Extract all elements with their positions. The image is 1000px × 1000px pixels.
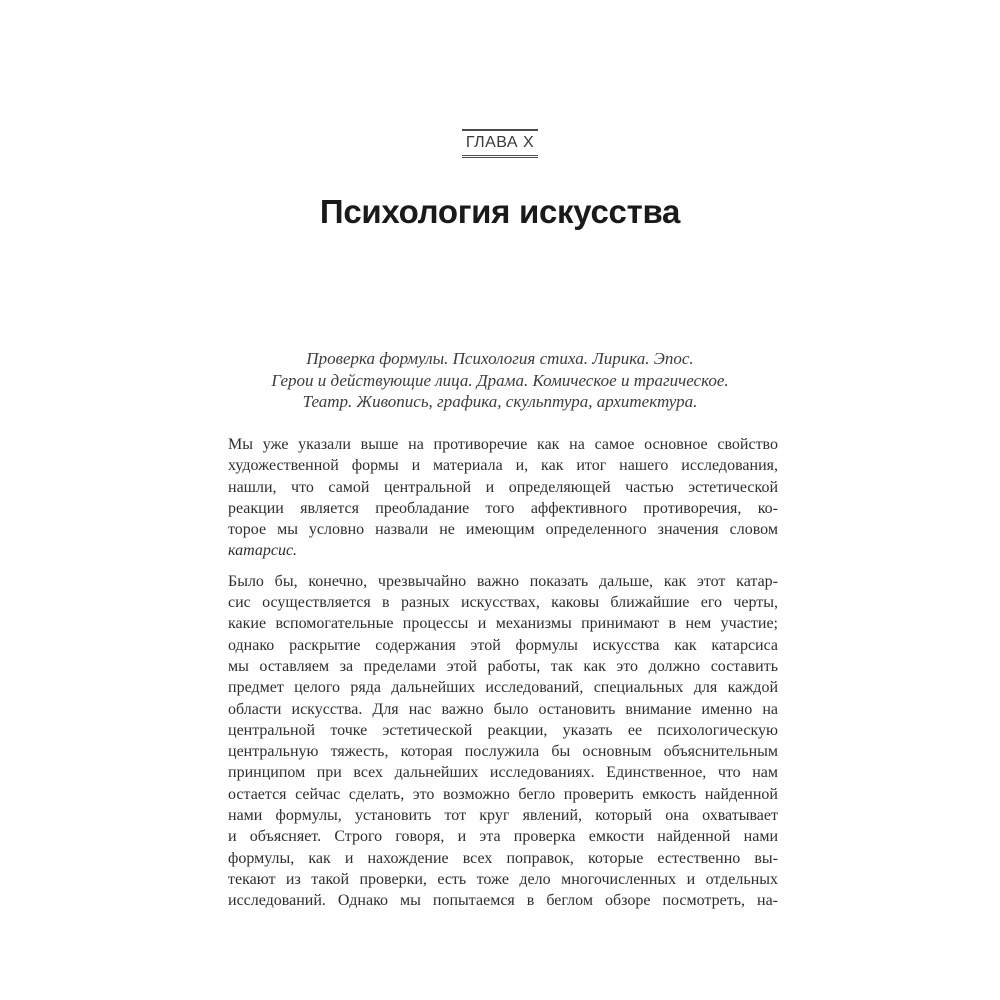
text-line: остается сейчас сделать, это возможно бегло проверить емкость найденной: [228, 785, 778, 803]
text-line: текают из такой проверки, есть тоже дело многочисленных и отдельных: [228, 870, 778, 888]
text-line: центральной точке эстетической реакции, указать ее психологическую: [228, 721, 778, 739]
epigraph-line: Театр. Живопись, графика, скульптура, архитектура.: [302, 392, 698, 411]
chapter-label: ГЛАВА X: [462, 129, 538, 158]
text-line: однако раскрытие содержания этой формулы искусства как катарсиса: [228, 636, 778, 654]
paragraph: [228, 571, 778, 912]
text-line: реакции является преобладание того аффективного противоречия, ко-: [228, 499, 778, 517]
text-line: нами формулы, установить тот круг явлений, который она охватывает: [228, 807, 778, 825]
text-line: торое мы условно назвали не имеющим определенного значения словом: [228, 521, 778, 539]
epigraph-line: Герои и действующие лица. Драма. Комическое и трагическое.: [271, 370, 729, 390]
page-title: Психология искусства: [319, 193, 681, 230]
text-line: области искусства. Для нас важно было остановить внимание именно на: [228, 700, 778, 718]
epigraph: [225, 348, 775, 413]
text-line: и объясняет. Строго говоря, и эта проверка емкости найденной нами: [228, 828, 778, 846]
text-line: сис осуществляется в разных искусствах, каковы ближайшие его черты,: [228, 594, 778, 612]
text-line: Было бы, конечно, чрезвычайно важно показать дальше, как этот катар-: [228, 572, 778, 590]
text-line: центральную тяжесть, которая послужила бы основным объяснительным: [228, 743, 778, 761]
text-line: какие вспомогательные процессы и механизмы принимают в нем участие;: [228, 615, 778, 633]
text-line: принципом при всех дальнейших исследованиях. Единственное, что нам: [228, 764, 778, 782]
text-line: исследований. Однако мы попытаемся в беглом обзоре посмотреть, на-: [228, 892, 778, 910]
chapter-label-wrap: [0, 129, 1000, 158]
paragraph: [228, 434, 778, 562]
text-line: формулы, как и нахождение всех поправок, которые естественно вы-: [228, 849, 778, 867]
body-text: [228, 434, 778, 912]
text-line: катарсис.: [228, 542, 298, 560]
text-line: Мы уже указали выше на противоречие как на самое основное свойство: [228, 436, 778, 453]
text-line: художественной формы и материала и, как итог нашего исследования,: [228, 457, 778, 475]
text-line: предмет целого ряда дальнейших исследований, специальных для каждой: [228, 679, 778, 697]
epigraph-line: Проверка формулы. Психология стиха. Лирика. Эпос.: [306, 349, 694, 368]
text-line: мы оставляем за пределами этой работы, так как это должно составить: [228, 657, 778, 675]
text-line: нашли, что самой центральной и определяющей частью эстетической: [228, 478, 778, 496]
